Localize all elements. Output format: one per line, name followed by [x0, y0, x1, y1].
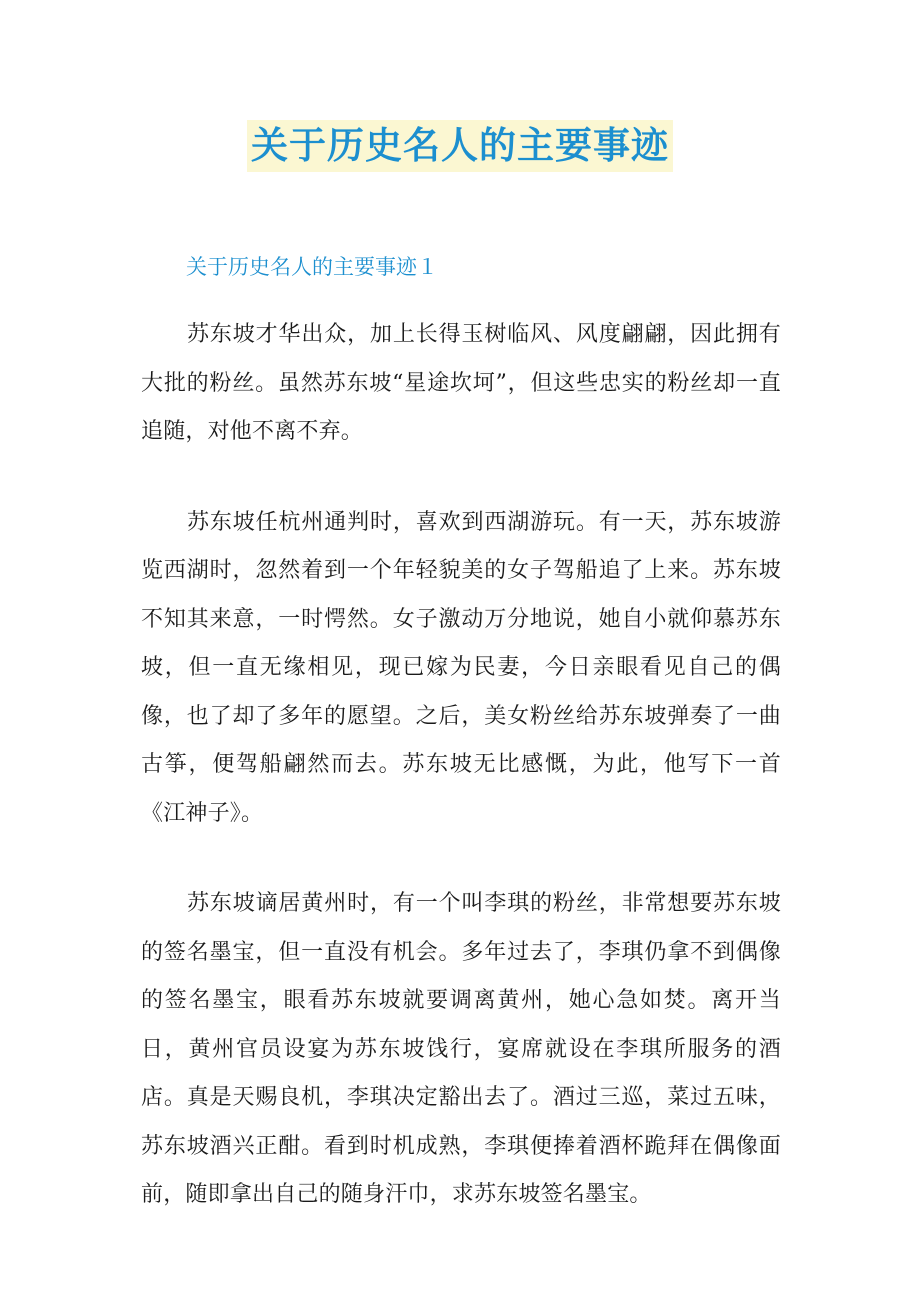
paragraph: 苏东坡才华出众，加上长得玉树临风、风度翩翩，因此拥有大批的粉丝。虽然苏东坡“星途坎坷”，但这些忠实的粉丝却一直追随，对他不离不弃。: [141, 322, 781, 444]
body-text: [141, 311, 781, 1262]
page-title: 关于历史名人的主要事迹: [247, 120, 673, 172]
title-container: [0, 120, 920, 172]
paragraph: 苏东坡谪居黄州时，有一个叫李琪的粉丝，非常想要苏东坡的签名墨宝，但一直没有机会。多年过去了，李琪仍拿不到偶像的签名墨宝，眼看苏东坡就要调离黄州，她心急如焚。离开当日，黄州官员设宴为苏东坡饯行，宴席就设在李琪所服务的酒店。真是天赐良机，李琪决定豁出去了。酒过三巡，菜过五味，苏东坡酒兴正酣。看到时机成熟，李琪便捧着酒杯跪拜在偶像面前，随即拿出自己的随身汗巾，求苏东坡签名墨宝。: [141, 891, 781, 1207]
paragraph: 苏东坡任杭州通判时，喜欢到西湖游玩。有一天，苏东坡游览西湖时，忽然着到一个年轻貌美的女子驾船追了上来。苏东坡不知其来意，一时愕然。女子激动万分地说，她自小就仰慕苏东坡，但一直无缘相见，现已嫁为民妻，今日亲眼看见自己的偶像，也了却了多年的愿望。之后，美女粉丝给苏东坡弹奏了一曲古筝，便驾船翩然而去。苏东坡无比感慨，为此，他写下一首《江神子》。: [141, 509, 781, 826]
section-heading: 关于历史名人的主要事迹１: [186, 255, 438, 279]
